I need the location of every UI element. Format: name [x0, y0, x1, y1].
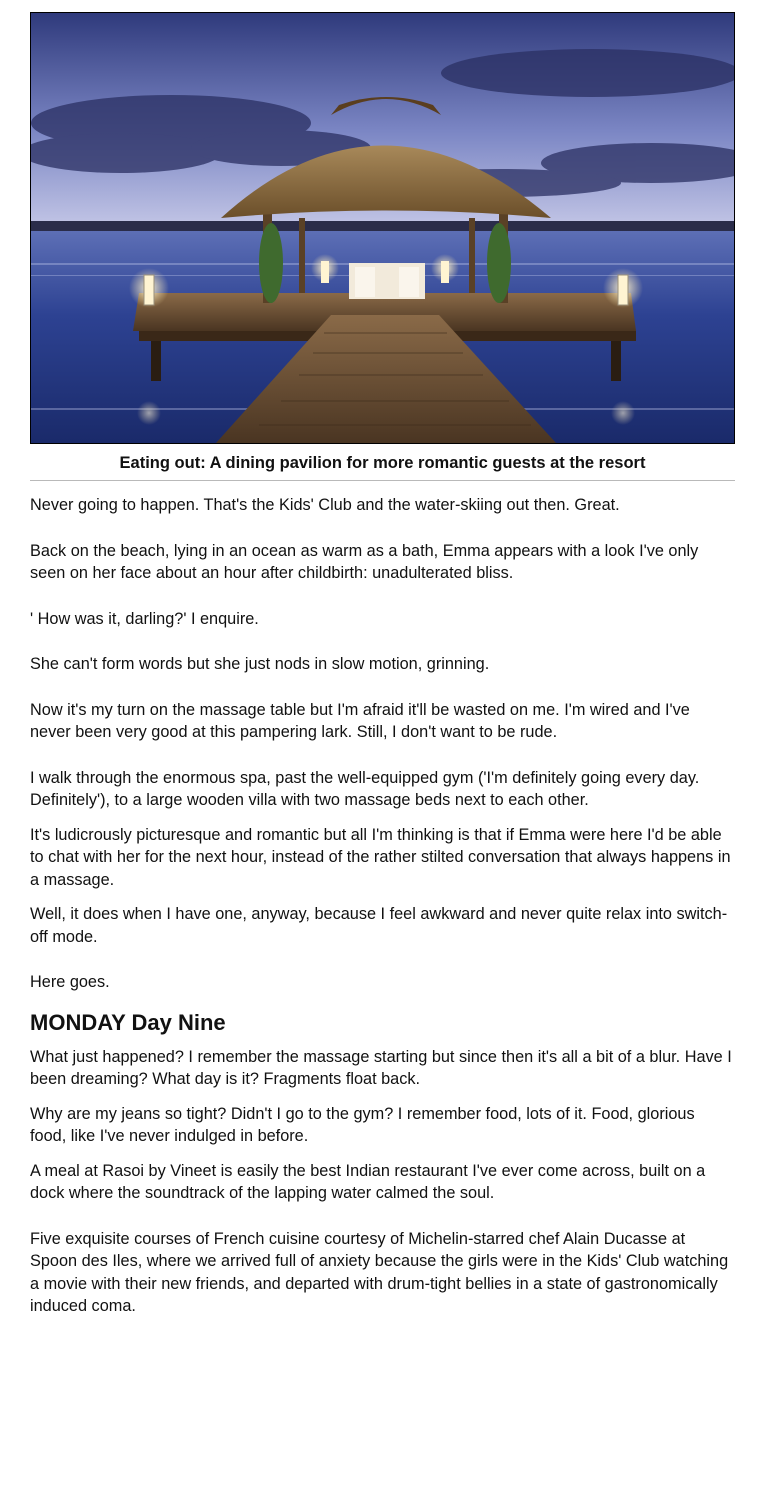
paragraph: Never going to happen. That's the Kids' Club and the water-skiing out then. Great.	[30, 496, 620, 514]
paragraph: Now it's my turn on the massage table but I'm afraid it'll be wasted on me. I'm wired and I've never been very good at this pampering lark. Still, I don't want to be rude.	[30, 700, 690, 741]
paragraph: ' How was it, darling?' I enquire.	[30, 609, 259, 628]
paragraph: Well, it does when I have one, anyway, because I feel awkward and never quite relax into switch-off mode.	[30, 905, 728, 946]
paragraph: What just happened? I remember the massage starting but since then it's all a bit of a blur. Have I been dreaming? What day is it? Fragments float back.	[30, 1047, 732, 1088]
paragraph: I walk through the enormous spa, past the well-equipped gym ('I'm definitely going every day. Definitely'), to a large wooden villa with two massage beds next to each other.	[30, 768, 700, 809]
paragraph: Five exquisite courses of French cuisine courtesy of Michelin-starred chef Alain Ducasse at Spoon des Iles, where we arrived full of anxiety because the girls were in the Kids' Club watching a movie with their new friends, and departed with drum-tight bellies in a state of gastronomically induced coma.	[30, 1229, 729, 1315]
paragraph: Here goes.	[30, 973, 110, 991]
pavilion-illustration	[31, 13, 734, 443]
paragraph: A meal at Rasoi by Vineet is easily the best Indian restaurant I've ever come across, built on a dock where the soundtrack of the lapping water calmed the soul.	[30, 1161, 706, 1202]
paragraph: She can't form words but she just nods in slow motion, grinning.	[30, 655, 490, 673]
section-heading: MONDAY Day Nine	[30, 1009, 226, 1035]
horizon-land	[31, 221, 734, 231]
photo-caption: Eating out: A dining pavilion for more romantic guests at the resort	[30, 453, 735, 481]
article-body	[30, 494, 735, 1318]
paragraph: Back on the beach, lying in an ocean as warm as a bath, Emma appears with a look I've only seen on her face about an hour after childbirth: unadulterated bliss.	[30, 541, 699, 582]
dining-pavilion-photo	[30, 12, 735, 444]
paragraph: It's ludicrously picturesque and romantic but all I'm thinking is that if Emma were here I'd be able to chat with her for the next hour, instead of the rather stilted conversation that always happens in a massage.	[30, 825, 731, 889]
dining-table	[349, 263, 425, 299]
article	[30, 12, 735, 1318]
paragraph: Why are my jeans so tight? Didn't I go to the gym? I remember food, lots of it. Food, glorious food, like I've never indulged in before.	[30, 1104, 695, 1145]
